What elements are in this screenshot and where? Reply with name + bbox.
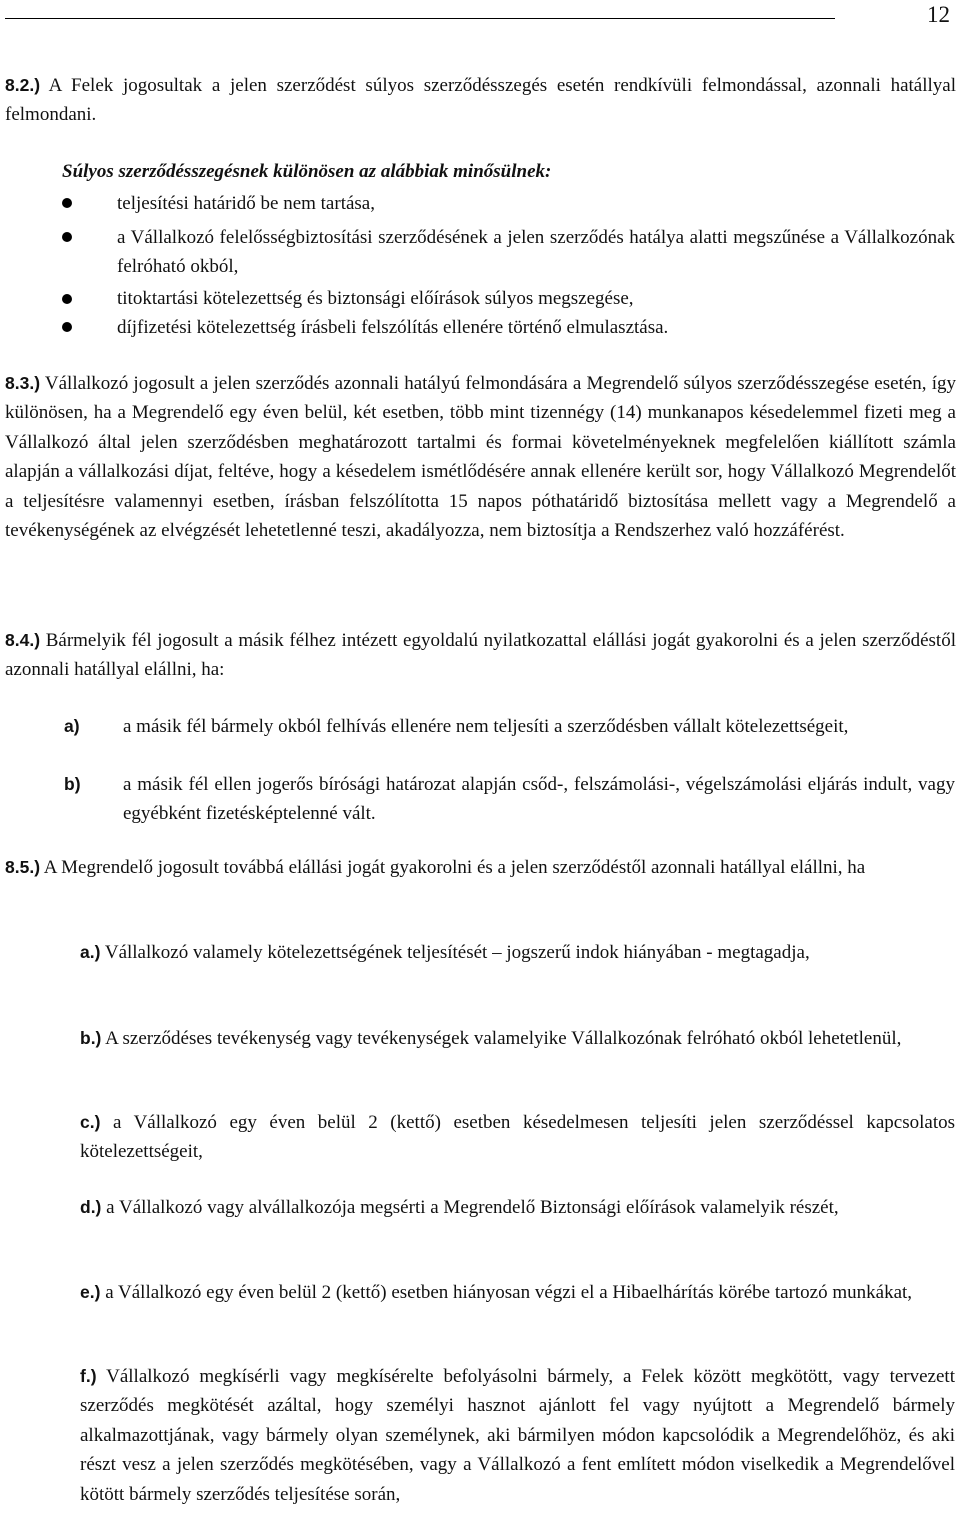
bullet-icon bbox=[62, 322, 72, 332]
sub-item bbox=[80, 938, 955, 967]
sub-item-text: a Vállalkozó egy éven belül 2 (kettő) esetben késedelmesen teljesíti jelen szerződéssel kapcsolatos kötelezettségeit, bbox=[80, 1112, 955, 1163]
list-label: b) bbox=[64, 774, 81, 794]
paragraph-8-5 bbox=[5, 853, 956, 882]
section-number: 8.5.) bbox=[5, 857, 41, 877]
paragraph-text: Bármelyik fél jogosult a másik félhez intézett egyoldalú nyilatkozattal elállási jogát gyakorolni és a jelen szerződéstől azonnali hatállyal elállni, ha: bbox=[5, 630, 956, 681]
bullet-icon bbox=[62, 232, 72, 242]
sub-item-label: f.) bbox=[80, 1366, 97, 1386]
paragraph-text: A Megrendelő jogosult továbbá elállási jogát gyakorolni és a jelen szerződéstől azonnali hatállyal elállni, ha bbox=[40, 857, 866, 878]
sub-item-text: a Vállalkozó vagy alvállalkozója megsérti a Megrendelő Biztonsági előírások valamelyik részét, bbox=[101, 1197, 839, 1218]
sub-item-label: a.) bbox=[80, 942, 101, 962]
paragraph-8-4 bbox=[5, 626, 956, 685]
bullet-item: teljesítési határidő be nem tartása, bbox=[117, 193, 375, 214]
sub-item-text: Vállalkozó valamely kötelezettségének teljesítését – jogszerű indok hiányában - megtagadja, bbox=[100, 942, 810, 963]
paragraph-8-3 bbox=[5, 369, 956, 545]
breach-heading: Súlyos szerződésszegésnek különösen az alábbiak minősülnek: bbox=[62, 161, 552, 182]
bullet-item: a Vállalkozó felelősségbiztosítási szerződésének a jelen szerződés hatálya alatti megszűnése a Vállalkozónak felróható okból, bbox=[117, 227, 955, 278]
paragraph-text: Vállalkozó jogosult a jelen szerződés azonnali hatályú felmondására a Megrendelő súlyos szerződésszegése esetén, így különösen, ha a Megrendelő egy éven belül, két esetben, több mint tizennégy (14) munkanapos késedelemmel fizeti meg a Vállalkozó által jelen szerződésben meghatározott tartalmi és formai követelményeknek megfelelően kiállított számla alapján a vállalkozási díjat, feltéve, hogy a késedelem ismétlődésére annak ellenére került sor, hogy Vállalkozó Megrendelőt a teljesítésre valamennyi esetben, írásban felszólította 15 napos póthatáridő biztosítása mellett vagy a Megrendelő a tevékenységének az elvégzését lehetetlenné teszi, akadályozza, nem biztosítja a Rendszerhez való hozzáférést. bbox=[5, 373, 956, 542]
list-item: a másik fél bármely okból felhívás ellenére nem teljesíti a szerződésben vállalt kötelezettségeit, bbox=[123, 716, 849, 737]
bullet-icon bbox=[62, 198, 72, 208]
section-number: 8.3.) bbox=[5, 373, 41, 393]
list-item: a másik fél ellen jogerős bírósági határozat alapján csőd-, felszámolási-, végelszámolási eljárás indult, vagy egyébként fizetésképtelenné vált. bbox=[123, 774, 955, 825]
sub-item-label: d.) bbox=[80, 1197, 102, 1217]
bullet-icon bbox=[62, 294, 72, 304]
sub-item bbox=[80, 1193, 955, 1222]
list-label: a) bbox=[64, 716, 80, 736]
bullet-item: titoktartási kötelezettség és biztonsági előírások súlyos megszegése, bbox=[117, 288, 634, 309]
section-number: 8.2.) bbox=[5, 75, 41, 95]
paragraph-8-2 bbox=[5, 71, 956, 130]
bullet-item: díjfizetési kötelezettség írásbeli felszólítás ellenére történő elmulasztása. bbox=[117, 317, 669, 338]
sub-item-text: a Vállalkozó egy éven belül 2 (kettő) esetben hiányosan végzi el a Hibaelhárítás körébe tartozó munkákat, bbox=[100, 1282, 913, 1303]
sub-item bbox=[80, 1278, 955, 1307]
sub-item-label: e.) bbox=[80, 1282, 101, 1302]
sub-item bbox=[80, 1362, 955, 1509]
sub-item-text: Vállalkozó megkísérli vagy megkísérelte befolyásolni bármely, a Felek között megkötött, vagy tervezett szerződés megkötését azáltal, hogy személyi hasznot ajánlott fel vagy nyújtott a Megrendelő bármely alkalmazottjának, vagy bármely olyan személynek, aki bármilyen módon kapcsolódik a Megrendelőhöz, és aki részt vesz a jelen szerződés megkötésében, vagy a Vállalkozó a fent említett módon viselkedik a Megrendelővel kötött bármely szerződés teljesítése során, bbox=[80, 1366, 955, 1505]
page-number: 12 bbox=[927, 2, 950, 27]
sub-item-label: c.) bbox=[80, 1112, 101, 1132]
paragraph-text: A Felek jogosultak a jelen szerződést súlyos szerződésszegés esetén rendkívüli felmondással, azonnali hatállyal felmondani. bbox=[5, 75, 956, 126]
section-number: 8.4.) bbox=[5, 630, 41, 650]
sub-item bbox=[80, 1024, 955, 1053]
sub-item-text: A szerződéses tevékenység vagy tevékenységek valamelyike Vállalkozónak felróható okból lehetetlenül, bbox=[101, 1028, 902, 1049]
sub-item-label: b.) bbox=[80, 1028, 102, 1048]
sub-item bbox=[80, 1108, 955, 1167]
header-rule bbox=[5, 18, 835, 19]
